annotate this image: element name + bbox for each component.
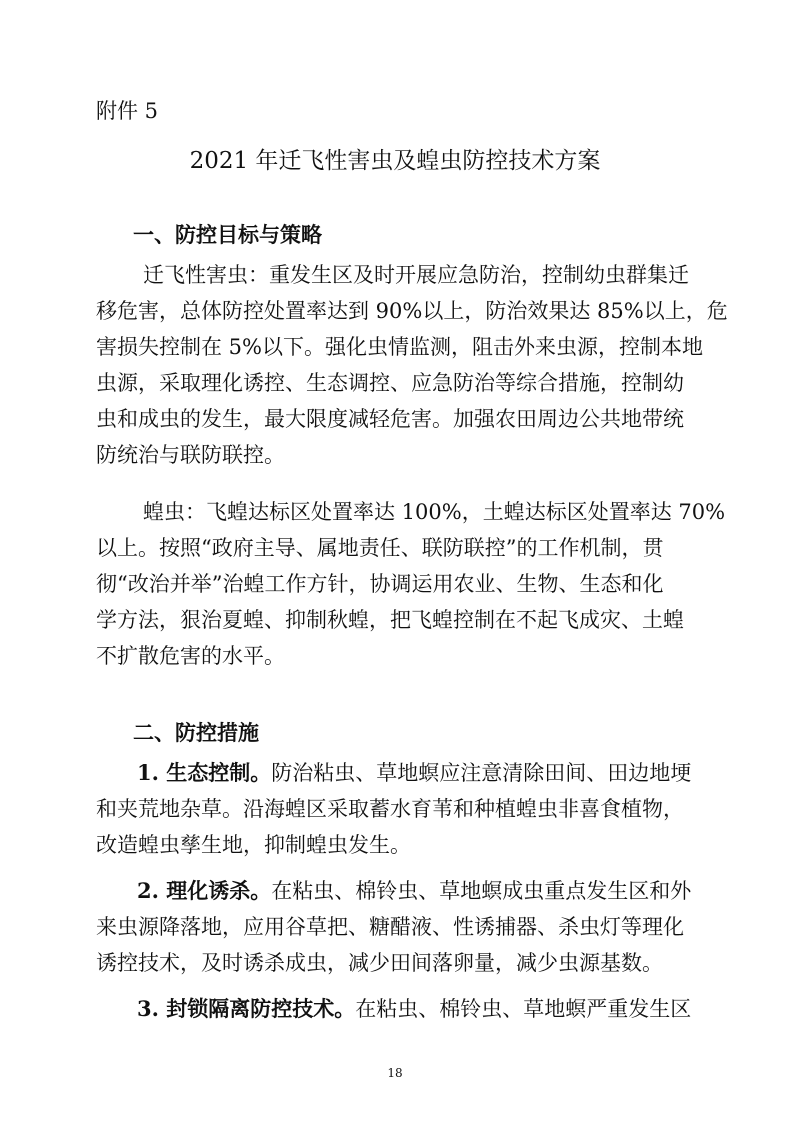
- page-number: 18: [387, 1066, 403, 1080]
- text-line: 不扩散危害的水平。: [96, 644, 285, 668]
- section-heading-measures: 二、防控措施: [133, 720, 259, 745]
- text-line: [137, 878, 691, 904]
- text-line: 改造蝗虫孳生地，抑制蝗虫发生。: [96, 833, 411, 857]
- text-line: 虫源，采取理化诱控、生态调控、应急防治等综合措施，控制幼: [96, 371, 684, 395]
- text-line: 彻“改治并举”治蝗工作方针，协调运用农业、生物、生态和化: [96, 572, 664, 596]
- measure-text: 防治粘虫、草地螟应注意清除田间、田边地埂: [271, 761, 692, 785]
- text-line: 和夹荒地杂草。沿海蝗区采取蓄水育苇和种植蝗虫非喜食植物，: [96, 797, 684, 821]
- measure-text: 在粘虫、棉铃虫、草地螟严重发生区: [355, 997, 692, 1021]
- measure-title: 2. 理化诱杀。: [137, 878, 272, 903]
- text-line: [137, 996, 691, 1022]
- attachment-label: 附件 5: [96, 99, 159, 123]
- measure-text: 在粘虫、棉铃虫、草地螟成虫重点发生区和外: [271, 879, 692, 903]
- text-line: 防统治与联防联控。: [96, 443, 285, 467]
- section-heading-goals: 一、防控目标与策略: [133, 222, 322, 247]
- text-line: 移危害，总体防控处置率达到 90%以上，防治效果达 85%以上，危: [96, 299, 728, 323]
- text-line: 来虫源降落地，应用谷草把、糖醋液、性诱捕器、杀虫灯等理化: [96, 915, 684, 939]
- text-line: 诱控技术，及时诱杀成虫，减少田间落卵量，减少虫源基数。: [96, 951, 663, 975]
- text-line: 害损失控制在 5%以下。强化虫情监测，阻击外来虫源，控制本地: [96, 335, 703, 359]
- measure-title: 3. 封锁隔离防控技术。: [137, 996, 356, 1021]
- text-line: 虫和成虫的发生，最大限度减轻危害。加强农田周边公共地带统: [96, 407, 684, 431]
- text-line: 以上。按照“政府主导、属地责任、联防联控”的工作机制，贯: [96, 536, 664, 560]
- text-line: 蝗虫：飞蝗达标区处置率达 100%，土蝗达标区处置率达 70%: [143, 500, 726, 524]
- text-line: 学方法，狠治夏蝗、抑制秋蝗，把飞蝗控制在不起飞成灾、土蝗: [96, 608, 684, 632]
- document-title: 2021 年迁飞性害虫及蝗虫防控技术方案: [189, 148, 601, 174]
- measure-title: 1. 生态控制。: [137, 760, 272, 785]
- text-line: 迁飞性害虫：重发生区及时开展应急防治，控制幼虫群集迁: [143, 263, 689, 287]
- text-line: [137, 760, 691, 786]
